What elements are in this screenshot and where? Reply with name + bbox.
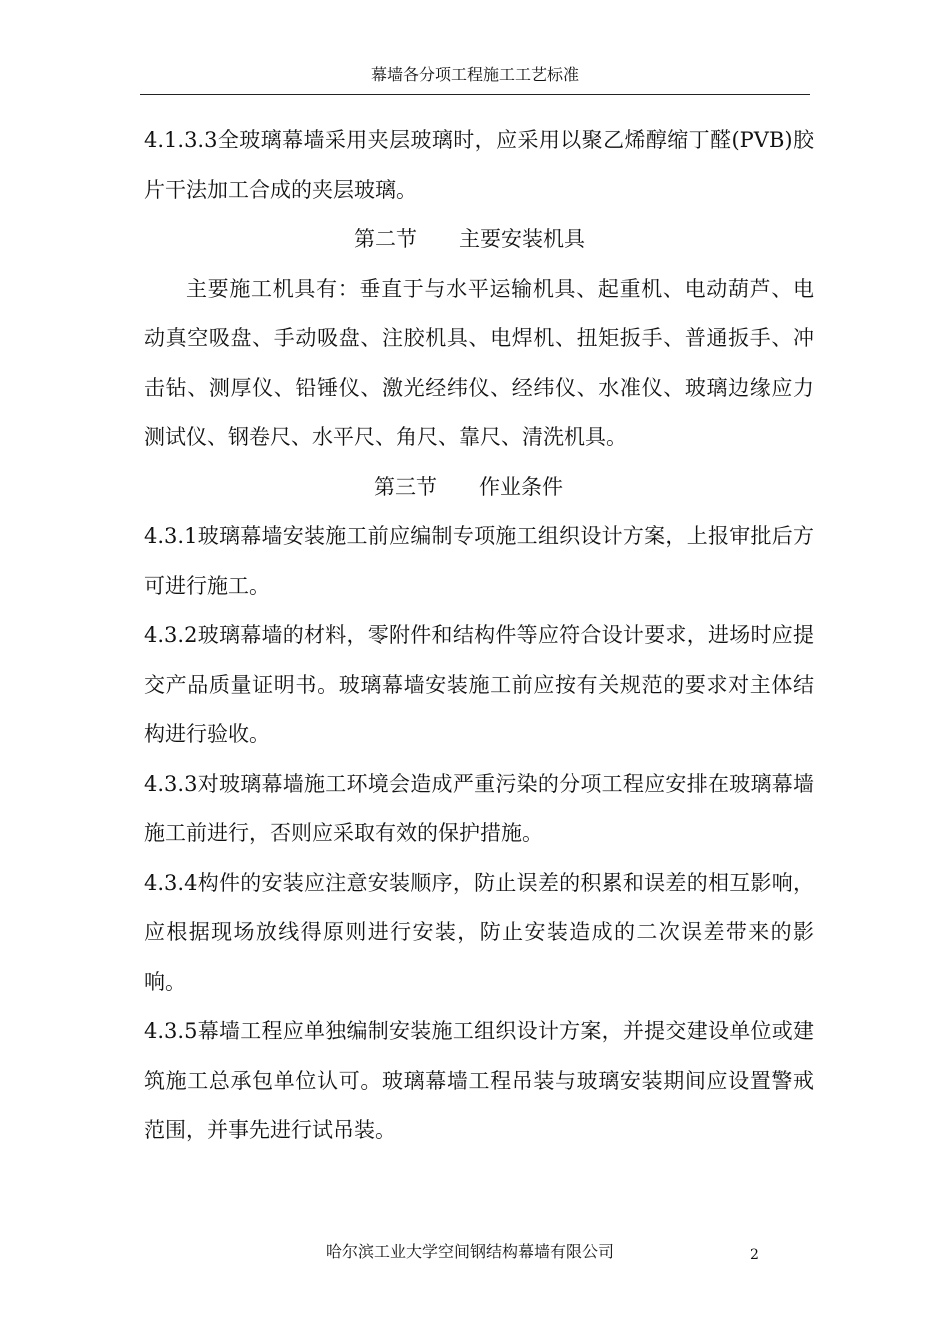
running-header: 幕墙各分项工程施工工艺标准 <box>140 64 810 95</box>
document-body <box>144 116 814 1156</box>
section-heading-2: 第二节 主要安装机具 <box>354 227 585 251</box>
clause-4-3-3: 4.3.3对玻璃幕墙施工环境会造成严重污染的分项工程应安排在玻璃幕墙施工前进行，否则应采取有效的保护措施。 <box>144 771 814 845</box>
section-heading-3: 第三节 作业条件 <box>374 474 563 499</box>
page-number: 2 <box>750 1247 759 1263</box>
clause-4-3-1: 4.3.1玻璃幕墙安装施工前应编制专项施工组织设计方案，上报审批后方可进行施工。 <box>144 524 814 598</box>
clause-4-3-5: 4.3.5幕墙工程应单独编制安装施工组织设计方案，并提交建设单位或建筑施工总承包单位认可。玻璃幕墙工程吊装与玻璃安装期间应设置警戒范围，并事先进行试吊装。 <box>144 1019 814 1142</box>
footer-company: 哈尔滨工业大学空间钢结构幕墙有限公司 <box>325 1242 614 1261</box>
equipment-list: 主要施工机具有：垂直于与水平运输机具、起重机、电动葫芦、电动真空吸盘、手动吸盘、注胶机具、电焊机、扭矩扳手、普通扳手、冲击钻、测厚仪、铅锤仪、激光经纬仪、经纬仪、水准仪、玻璃边缘应力测试仪、钢卷尺、水平尺、角尺、靠尺、清洗机具。 <box>144 276 814 449</box>
clause-4-3-2: 4.3.2玻璃幕墙的材料，零附件和结构件等应符合设计要求，进场时应提交产品质量证明书。玻璃幕墙安装施工前应按有关规范的要求对主体结构进行验收。 <box>144 623 814 746</box>
clause-4-1-3-3: 4.1.3.3全玻璃幕墙采用夹层玻璃时，应采用以聚乙烯醇缩丁醛(PVB)胶片干法加工合成的夹层玻璃。 <box>144 128 814 202</box>
clause-4-3-4: 4.3.4构件的安装应注意安装顺序，防止误差的积累和误差的相互影响，应根据现场放线得原则进行安装，防止安装造成的二次误差带来的影响。 <box>144 870 814 994</box>
